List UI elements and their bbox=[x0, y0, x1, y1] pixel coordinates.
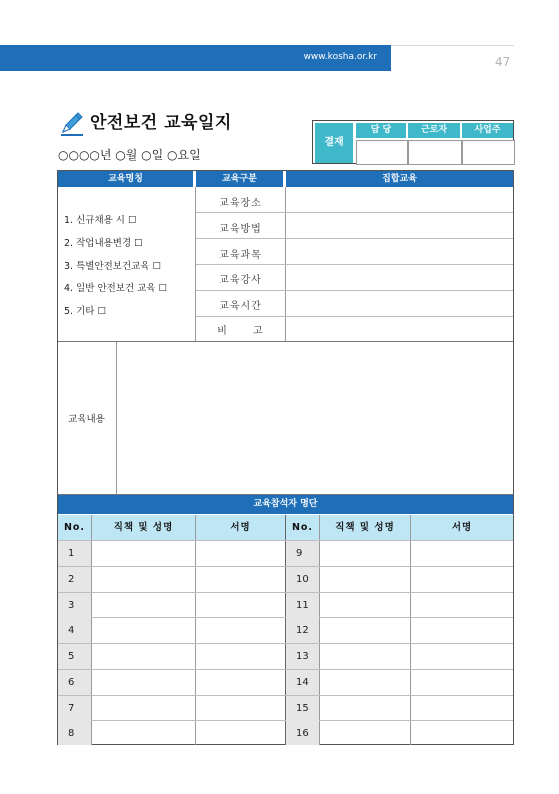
education-type-work-change[interactable]: 2. 작업내용변경 ☐ bbox=[64, 238, 143, 249]
col-header-no-right: No. bbox=[286, 515, 319, 540]
pencil-icon bbox=[57, 110, 85, 138]
header-divider bbox=[391, 45, 514, 46]
approval-header-manager: 담 당 bbox=[356, 123, 406, 138]
attendee-no: 12 bbox=[286, 618, 319, 643]
row-label-remarks: 비 고 bbox=[217, 326, 264, 337]
value-subject[interactable] bbox=[286, 239, 513, 264]
approval-label: 결재 bbox=[315, 123, 353, 163]
attendee-no: 10 bbox=[286, 567, 319, 592]
education-content-label: 교육내용 bbox=[68, 414, 105, 425]
approval-header-worker: 근로자 bbox=[408, 123, 460, 138]
attendee-no: 14 bbox=[286, 670, 319, 695]
row-label-location: 교육장소 bbox=[219, 198, 262, 209]
attendee-no: 13 bbox=[286, 644, 319, 669]
value-time[interactable] bbox=[286, 291, 513, 316]
col-header-no-left: No. bbox=[58, 515, 91, 540]
divider bbox=[319, 515, 320, 745]
approval-sign-employer[interactable] bbox=[462, 140, 515, 165]
approval-sign-manager[interactable] bbox=[356, 140, 408, 165]
attendee-no: 16 bbox=[286, 721, 319, 745]
attendee-no: 6 bbox=[58, 670, 91, 695]
attendee-no: 5 bbox=[58, 644, 91, 669]
header-group-education: 집합교육 bbox=[286, 171, 513, 187]
divider bbox=[410, 515, 411, 745]
attendee-no: 11 bbox=[286, 593, 319, 618]
header-education-name: 교육명칭 bbox=[58, 171, 193, 187]
attendee-no: 3 bbox=[58, 593, 91, 618]
education-type-new-hire[interactable]: 1. 신규채용 시 ☐ bbox=[64, 215, 137, 226]
page-number: 47 bbox=[495, 55, 511, 69]
col-header-sign-right: 서명 bbox=[411, 515, 513, 540]
value-location[interactable] bbox=[286, 188, 513, 212]
row-label-subject: 교육과목 bbox=[219, 250, 262, 261]
value-method[interactable] bbox=[286, 213, 513, 238]
education-type-general[interactable]: 4. 일반 안전보건 교육 ☐ bbox=[64, 283, 168, 294]
value-remarks[interactable] bbox=[286, 317, 513, 341]
education-content-field[interactable] bbox=[117, 342, 513, 494]
attendee-no: 1 bbox=[58, 541, 91, 566]
attendee-no: 8 bbox=[58, 721, 91, 745]
attendee-no: 15 bbox=[286, 696, 319, 721]
value-instructor[interactable] bbox=[286, 265, 513, 290]
col-header-name-left: 직책 및 성명 bbox=[92, 515, 195, 540]
header-education-category: 교육구분 bbox=[196, 171, 283, 187]
approval-header-employer: 사업주 bbox=[462, 123, 513, 138]
row-label-time: 교육시간 bbox=[219, 301, 262, 312]
row-label-method: 교육방법 bbox=[219, 224, 262, 235]
row-label-instructor: 교육강사 bbox=[219, 275, 262, 286]
col-header-name-right: 직책 및 성명 bbox=[320, 515, 410, 540]
attendee-no: 2 bbox=[58, 567, 91, 592]
attendance-title: 교육참석자 명단 bbox=[58, 495, 513, 514]
col-header-sign-left: 서명 bbox=[196, 515, 285, 540]
approval-box bbox=[312, 120, 514, 164]
divider bbox=[195, 515, 196, 745]
header-url[interactable]: www.kosha.or.kr bbox=[303, 52, 377, 62]
approval-sign-worker[interactable] bbox=[408, 140, 462, 165]
header-bar bbox=[0, 45, 391, 71]
attendee-no: 9 bbox=[286, 541, 319, 566]
education-type-other[interactable]: 5. 기타 ☐ bbox=[64, 306, 106, 317]
attendee-no: 4 bbox=[58, 618, 91, 643]
education-type-special[interactable]: 3. 특별안전보건교육 ☐ bbox=[64, 261, 162, 272]
divider bbox=[91, 515, 92, 745]
document-title: 안전보건 교육일지 bbox=[90, 113, 232, 133]
document-date: ○○○○년 ○월 ○일 ○요일 bbox=[58, 148, 201, 162]
attendee-no: 7 bbox=[58, 696, 91, 721]
